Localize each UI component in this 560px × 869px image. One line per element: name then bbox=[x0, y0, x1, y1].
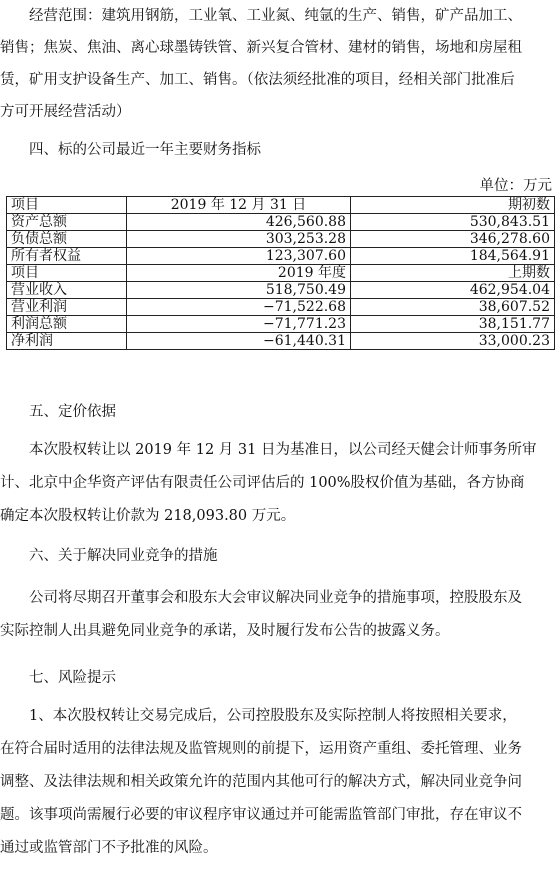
table-cell: 462,954.04 bbox=[351, 282, 555, 299]
section-7-line-2: 在符合届时适用的法律法规及监管规则的前提下，运用资产重组、委托管理、业务 bbox=[0, 741, 522, 757]
table-cell: 346,278.60 bbox=[351, 231, 555, 248]
table-cell: 426,560.88 bbox=[127, 214, 351, 231]
section-7-line-1: 1、本次股权转让交易完成后，公司控股股东及实际控制人将按照相关要求， bbox=[0, 708, 517, 724]
section-5-line-1: 本次股权转让以 2019 年 12 月 31 日为基准日，以公司经天健会计师事务所审 bbox=[0, 442, 537, 458]
table-row bbox=[7, 333, 555, 350]
table-cell: 利润总额 bbox=[7, 316, 127, 333]
scope-line-4: 方可开展经营活动） bbox=[0, 104, 131, 120]
table-row bbox=[7, 316, 555, 333]
table-cell: 期初数 bbox=[351, 197, 555, 214]
table-cell: 资产总额 bbox=[7, 214, 127, 231]
table-row bbox=[7, 282, 555, 299]
table-row bbox=[7, 265, 555, 282]
table-cell: −71,771.23 bbox=[127, 316, 351, 333]
table-cell: 518,750.49 bbox=[127, 282, 351, 299]
section-6-line-1: 公司将尽期召开董事会和股东大会审议解决同业竞争的措施事项，控股股东及 bbox=[0, 590, 522, 606]
section-6-line-2: 实际控制人出具避免同业竞争的承诺，及时履行发布公告的披露义务。 bbox=[0, 623, 450, 639]
section-7-line-5: 通过或监管部门不予批准的风险。 bbox=[0, 840, 218, 856]
table-unit-label: 单位：万元 bbox=[479, 178, 552, 194]
table-cell: 38,607.52 bbox=[351, 299, 555, 316]
section-7-heading: 七、风险提示 bbox=[0, 670, 116, 686]
table-cell: 184,564.91 bbox=[351, 248, 555, 265]
table-row bbox=[7, 248, 555, 265]
table-cell: 2019 年度 bbox=[127, 265, 351, 282]
section-5-heading: 五、定价依据 bbox=[0, 404, 116, 420]
section-7-line-4: 题。该事项尚需履行必要的审议程序审议通过并可能需监管部门审批，存在审议不 bbox=[0, 807, 522, 823]
table-row bbox=[7, 197, 555, 214]
table-cell: −71,522.68 bbox=[127, 299, 351, 316]
scope-line-2: 销售；焦炭、焦油、离心球墨铸铁管、新兴复合管材、建材的销售，场地和房屋租 bbox=[0, 40, 522, 56]
table-cell: 530,843.51 bbox=[351, 214, 555, 231]
section-5-line-3: 确定本次股权转让价款为 218,093.80 万元。 bbox=[0, 508, 296, 524]
section-5-line-2: 计、北京中企华资产评估有限责任公司评估后的 100%股权价值为基础，各方协商 bbox=[0, 475, 525, 491]
table-cell: 营业收入 bbox=[7, 282, 127, 299]
table-cell: 营业利润 bbox=[7, 299, 127, 316]
table-cell: 项目 bbox=[7, 197, 127, 214]
section-4-heading: 四、标的公司最近一年主要财务指标 bbox=[0, 142, 261, 158]
table-cell: 项目 bbox=[7, 265, 127, 282]
table-cell: 负债总额 bbox=[7, 231, 127, 248]
table-cell: 净利润 bbox=[7, 333, 127, 350]
table-cell: 2019 年 12 月 31 日 bbox=[127, 197, 351, 214]
table-row bbox=[7, 299, 555, 316]
scope-line-3: 赁，矿用支护设备生产、加工、销售。（依法须经批准的项目，经相关部门批准后 bbox=[0, 72, 515, 88]
table-cell: −61,440.31 bbox=[127, 333, 351, 350]
table-cell: 303,253.28 bbox=[127, 231, 351, 248]
section-7-line-3: 调整、及法律法规和相关政策允许的范围内其他可行的解决方式，解决同业竞争问 bbox=[0, 774, 522, 790]
table-row bbox=[7, 231, 555, 248]
table-cell: 38,151.77 bbox=[351, 316, 555, 333]
table-cell: 33,000.23 bbox=[351, 333, 555, 350]
section-6-heading: 六、关于解决同业竞争的措施 bbox=[0, 548, 218, 564]
table-row bbox=[7, 214, 555, 231]
financial-indicators-table bbox=[6, 196, 555, 350]
table-cell: 上期数 bbox=[351, 265, 555, 282]
table-cell: 123,307.60 bbox=[127, 248, 351, 265]
table-cell: 所有者权益 bbox=[7, 248, 127, 265]
scope-line-1: 经营范围：建筑用钢筋，工业氧、工业氮、纯氩的生产、销售，矿产品加工、 bbox=[0, 8, 522, 24]
